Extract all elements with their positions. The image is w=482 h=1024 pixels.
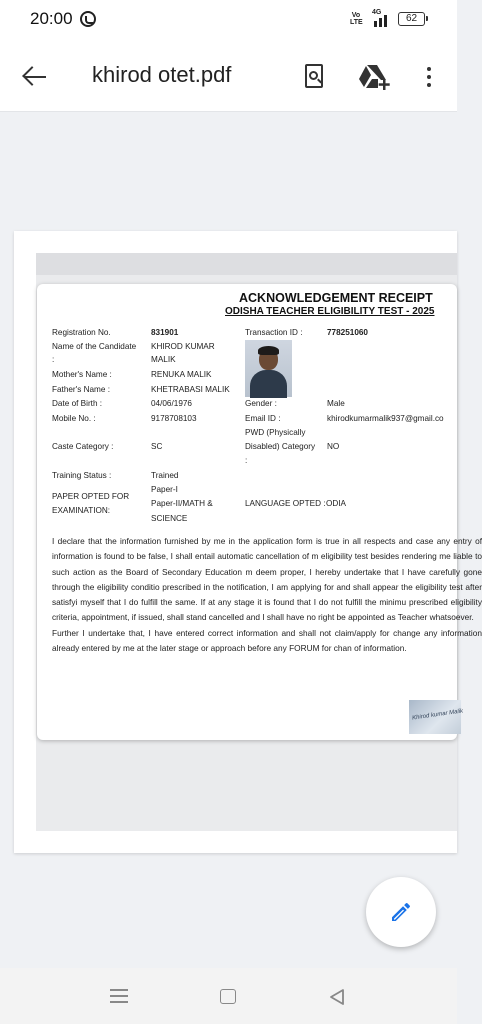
back-nav-icon[interactable]	[327, 988, 347, 1006]
pwd-label-2: Disabled) Category	[245, 442, 316, 451]
volte-icon: Vo LTE	[350, 12, 363, 26]
acknowledgement-receipt	[37, 284, 482, 740]
candidate-signature	[409, 700, 464, 734]
add-to-drive-button[interactable]	[358, 62, 392, 92]
dob-label: Date of Birth :	[52, 399, 103, 408]
more-options-button[interactable]	[420, 62, 438, 92]
signature-text: Khirod kumar Malik	[411, 708, 464, 722]
declaration-paragraph-2: Further I undertake that, I have entered correct information and shall not claim/apply for change any information already entered by me at the later stage or approach before any FORUM for chan of information.	[52, 627, 482, 654]
pdf-page[interactable]	[14, 231, 482, 853]
receipt-subtitle: ODISHA TEACHER ELIGIBILITY TEST - 2025	[225, 306, 435, 317]
name-label: Name of the Candidate	[52, 342, 137, 351]
home-icon[interactable]	[220, 989, 236, 1004]
system-nav-bar	[0, 968, 457, 1024]
mother-label: Mother's Name :	[52, 370, 112, 379]
paper-value-3: SCIENCE	[151, 514, 188, 523]
edit-pencil-icon	[389, 900, 413, 924]
paper-value-1: Paper-I	[151, 485, 178, 494]
training-value: Trained	[151, 471, 179, 480]
receipt-title: ACKNOWLEDGEMENT RECEIPT	[239, 291, 433, 305]
txn-value: 778251060	[327, 328, 368, 337]
caste-label: Caste Category :	[52, 442, 114, 451]
name-value-1: KHIROD KUMAR	[151, 342, 215, 351]
pwd-label-3: :	[245, 456, 248, 465]
gender-value: Male	[327, 399, 345, 408]
email-value: khirodkumarmalik937@gmail.co	[327, 414, 444, 423]
language-label: LANGUAGE OPTED :	[245, 499, 326, 508]
status-bar	[0, 0, 457, 40]
paper-label-1: PAPER OPTED FOR	[52, 492, 130, 501]
edit-fab-button[interactable]	[366, 877, 436, 947]
document-title: khirod otet.pdf	[92, 62, 232, 87]
pwd-label-1: PWD (Physically	[245, 428, 306, 437]
find-in-page-button[interactable]	[302, 62, 328, 92]
paper-value-2: Paper-II/MATH &	[151, 499, 213, 508]
pwd-value: NO	[327, 442, 340, 451]
reg-value: 831901	[151, 328, 179, 337]
candidate-photo	[245, 340, 292, 397]
mother-value: RENUKA MALIK	[151, 370, 212, 379]
email-label: Email ID :	[245, 414, 281, 423]
back-button[interactable]	[18, 60, 52, 94]
more-options-icon	[427, 67, 431, 71]
whatsapp-icon	[80, 11, 96, 27]
mobile-label: Mobile No. :	[52, 414, 96, 423]
status-time: 20:00	[30, 9, 73, 28]
gender-label: Gender :	[245, 399, 277, 408]
father-value: KHETRABASI MALIK	[151, 385, 230, 394]
txn-label: Transaction ID :	[245, 328, 303, 337]
app-bar	[0, 40, 457, 112]
name-colon: :	[52, 355, 55, 364]
reg-label: Registration No.	[52, 328, 111, 337]
network-type: 4G	[372, 9, 382, 16]
paper-label-2: EXAMINATION:	[52, 506, 111, 515]
father-label: Father's Name :	[52, 385, 110, 394]
battery-icon: 62	[398, 12, 425, 26]
signal-icon	[372, 10, 390, 27]
name-value-2: MALIK	[151, 355, 176, 364]
caste-value: SC	[151, 442, 163, 451]
declaration-paragraph-1: I declare that the information furnished by me in the application form is true in all respects and case any entry of information is found to be false, I shall entail automatic cancellation of m eligibility test besides rendering me liable to such action as the Board of Secondary Education m deem proper, I hereby undertake that I have carefully gone through the eligibility conditio prescribed in the notification, I am applying for and shall appear the eligibility test after satisfyi myself that I do fulfill the same. If at any stage it is found that I do not fulfill the minimu prescribed eligibility criteria, appointment, if issued, shall stand cancelled and I shall have no right be appointed as Teacher whatsoever.	[52, 536, 482, 623]
language-value: ODIA	[326, 499, 347, 508]
mobile-value: 9178708103	[151, 414, 197, 423]
add-to-drive-icon	[358, 62, 392, 92]
recent-apps-icon[interactable]	[110, 988, 128, 1004]
scan-top-strip	[36, 253, 457, 275]
training-label: Training Status :	[52, 471, 112, 480]
declaration-text	[52, 534, 482, 656]
dob-value: 04/06/1976	[151, 399, 192, 408]
scanned-image	[36, 253, 482, 831]
